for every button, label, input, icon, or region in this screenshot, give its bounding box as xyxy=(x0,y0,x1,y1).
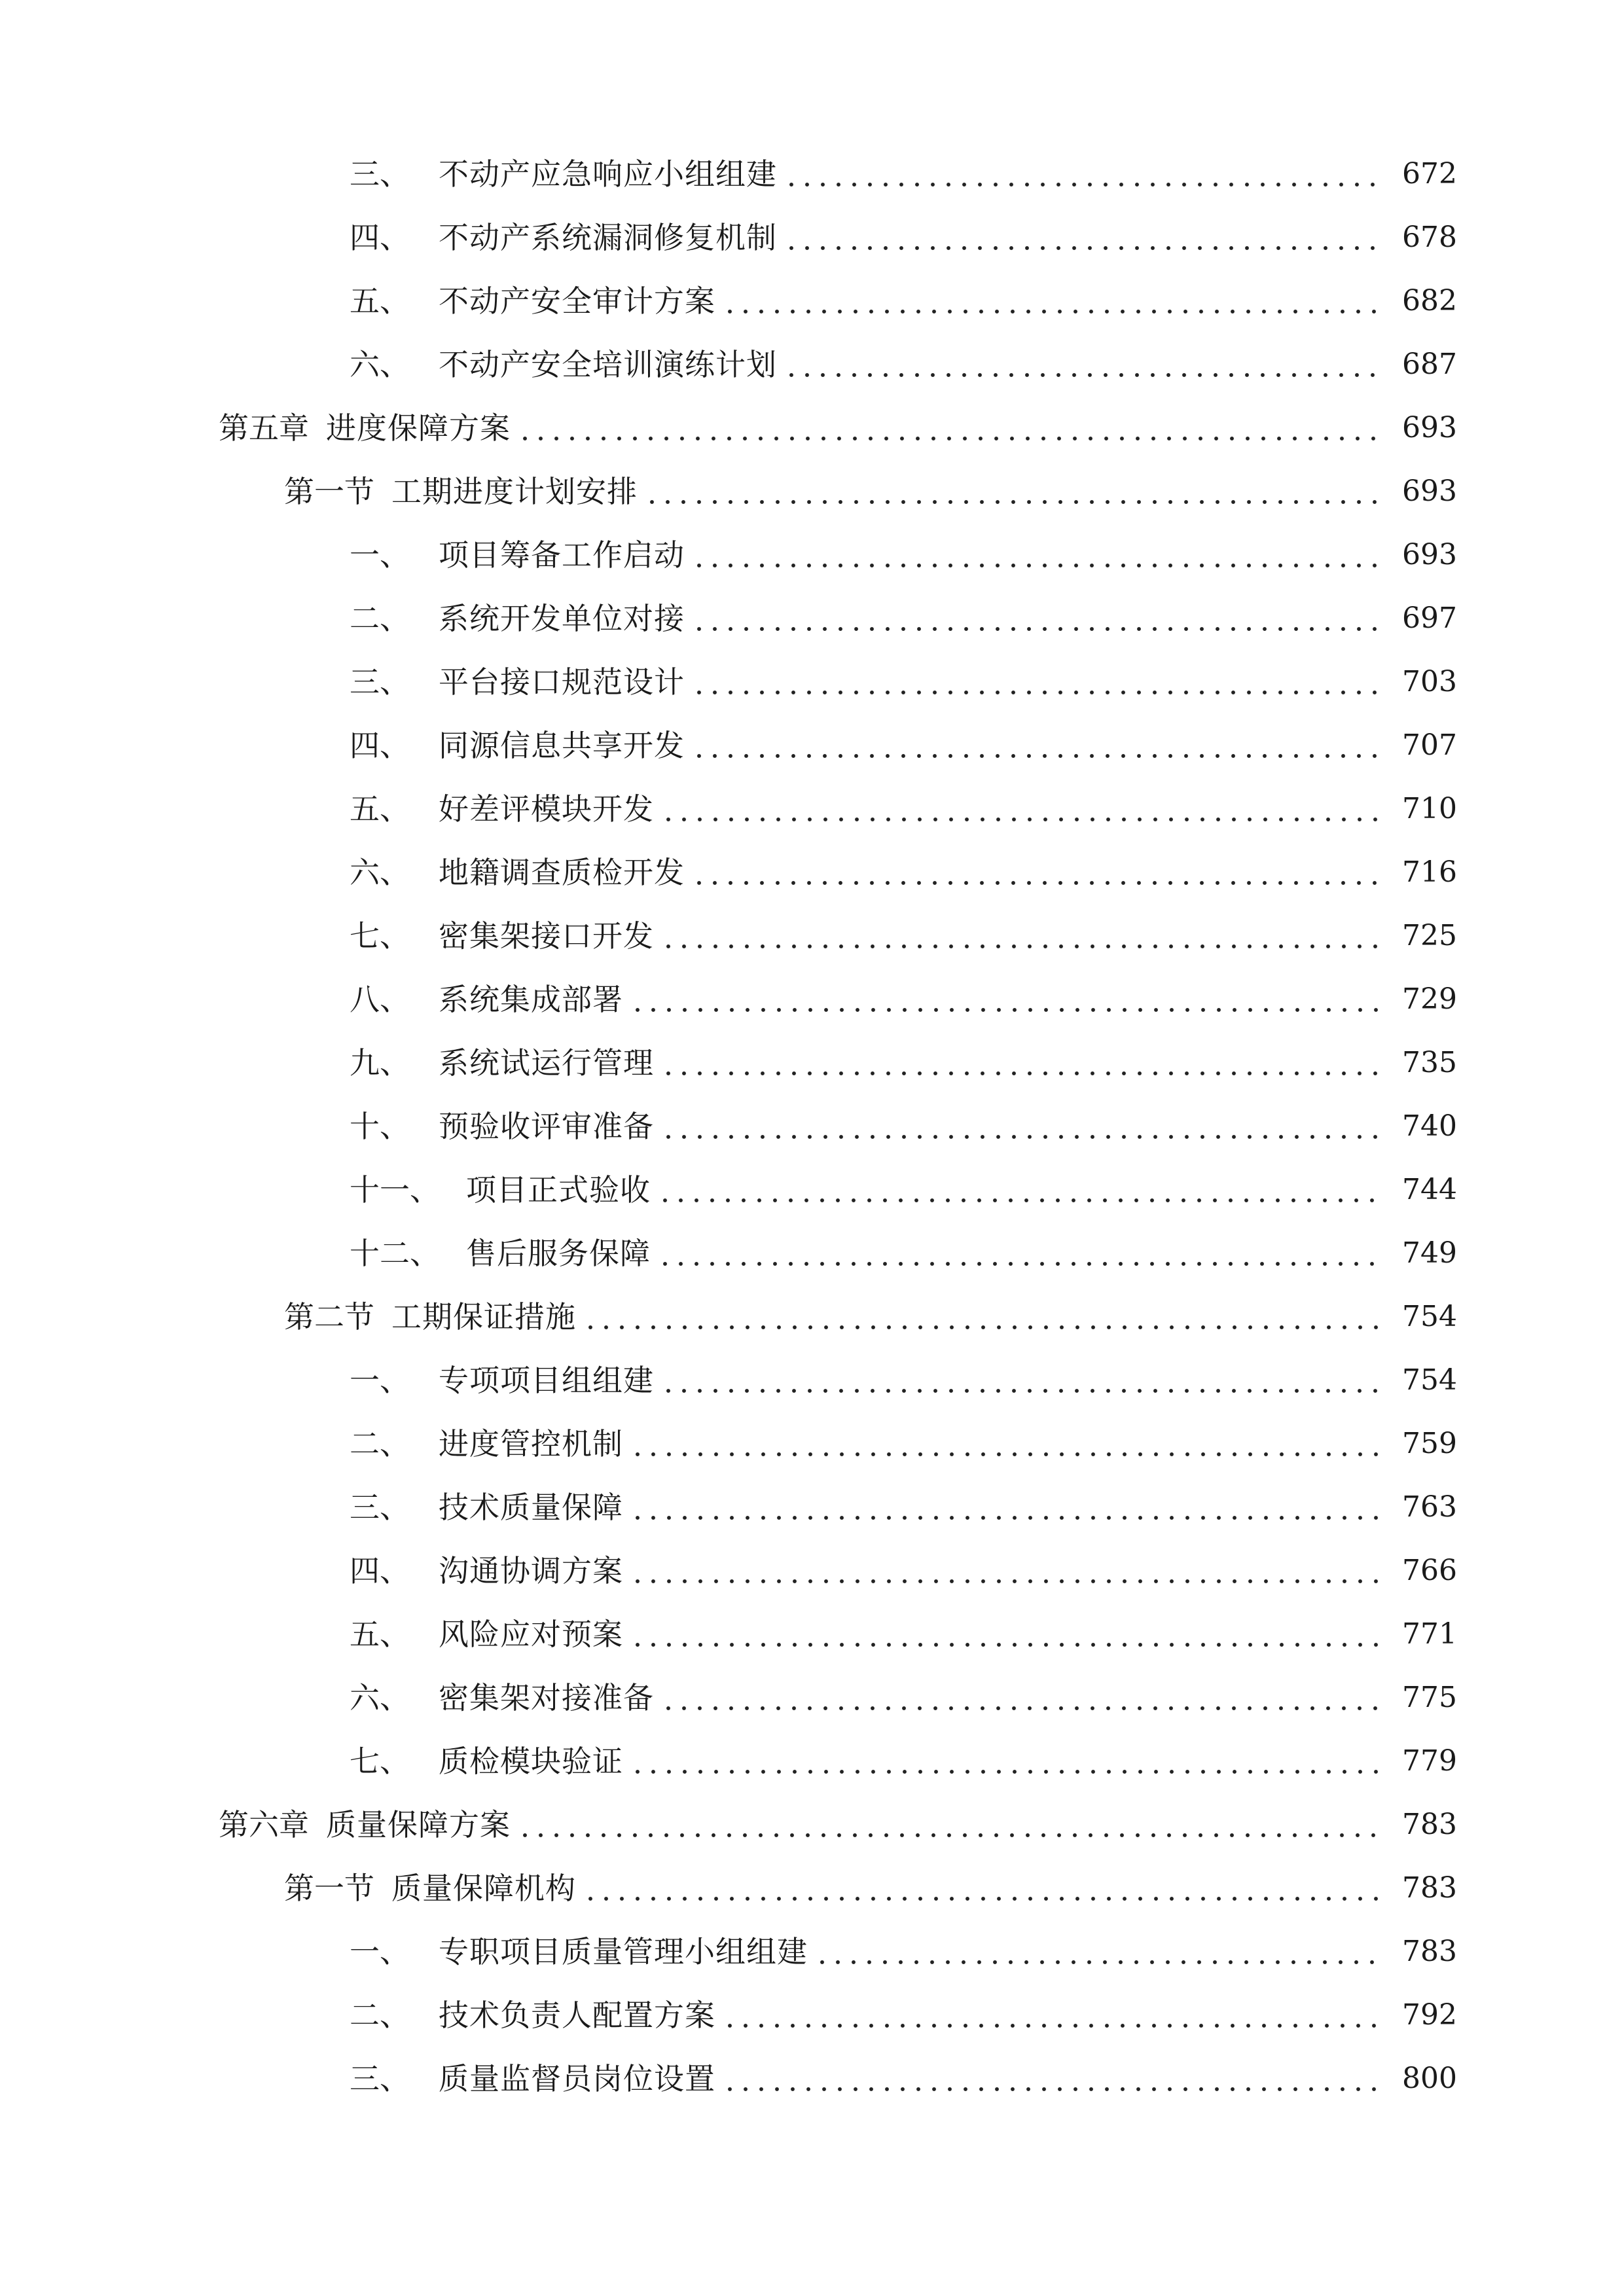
toc-entry-section[interactable] xyxy=(284,472,1457,511)
toc-entry-title: 质量保障机构 xyxy=(391,1871,576,1906)
toc-entry[interactable] xyxy=(350,345,1457,384)
dot-leader xyxy=(630,1551,1380,1590)
toc-entry[interactable] xyxy=(350,1551,1457,1590)
dot-leader xyxy=(583,1297,1380,1336)
toc-entry-number: 三、 xyxy=(350,1490,410,1525)
toc-entry[interactable] xyxy=(350,599,1457,638)
toc-entry-title: 工期保证措施 xyxy=(391,1299,576,1335)
dot-leader xyxy=(660,916,1380,956)
toc-entry[interactable] xyxy=(350,218,1457,257)
toc-entry-number: 二、 xyxy=(350,1998,410,2033)
toc-entry-number: 十二、 xyxy=(350,1236,440,1271)
toc-entry-chapter[interactable] xyxy=(219,408,1457,448)
toc-entry[interactable] xyxy=(350,1932,1457,1971)
toc-entry-number: 九、 xyxy=(350,1045,410,1081)
dot-leader xyxy=(784,218,1380,257)
toc-entry[interactable] xyxy=(350,1488,1457,1527)
toc-entry-title: 预验收评审准备 xyxy=(439,1109,654,1144)
toc-entry-title: 系统开发单位对接 xyxy=(439,601,685,636)
dot-leader xyxy=(630,1488,1380,1527)
dot-leader xyxy=(691,726,1380,765)
toc-entry-page: 678 xyxy=(1402,221,1457,254)
toc-entry-title: 不动产应急响应小组组建 xyxy=(439,156,777,192)
dot-leader xyxy=(722,2059,1380,2098)
toc-entry-number: 五、 xyxy=(350,283,410,319)
toc-entry-page: 771 xyxy=(1402,1617,1457,1651)
toc-entry-page: 783 xyxy=(1402,1808,1457,1841)
toc-entry-page: 800 xyxy=(1402,2062,1457,2095)
toc-entry[interactable] xyxy=(350,1742,1457,1781)
dot-leader xyxy=(630,1615,1380,1654)
dot-leader xyxy=(583,1869,1380,1908)
toc-entry-number: 三、 xyxy=(350,156,410,192)
toc-entry-page: 783 xyxy=(1402,1871,1457,1905)
toc-entry-title: 沟通协调方案 xyxy=(439,1553,623,1588)
dot-leader xyxy=(657,1170,1380,1210)
toc-entry-number: 五、 xyxy=(350,1617,410,1652)
toc-entry-number: 第二节 xyxy=(284,1299,374,1335)
toc-entry-number: 第五章 xyxy=(219,410,309,446)
toc-entry-number: 四、 xyxy=(350,1553,410,1588)
toc-entry-title: 专职项目质量管理小组组建 xyxy=(439,1934,808,1969)
toc-entry-page: 697 xyxy=(1402,601,1457,635)
toc-entry-page: 766 xyxy=(1402,1554,1457,1587)
toc-entry-number: 七、 xyxy=(350,1744,410,1779)
dot-leader xyxy=(657,1234,1380,1273)
toc-entry-page: 703 xyxy=(1402,665,1457,698)
toc-entry-number: 十一、 xyxy=(350,1172,440,1208)
toc-entry-page: 744 xyxy=(1402,1173,1457,1206)
toc-entry-number: 第一节 xyxy=(284,1871,374,1906)
toc-entry[interactable] xyxy=(350,916,1457,956)
toc-entry-page: 693 xyxy=(1402,411,1457,444)
toc-entry-title: 进度管控机制 xyxy=(439,1426,623,1462)
toc-entry-page: 754 xyxy=(1402,1363,1457,1397)
dot-leader xyxy=(660,1678,1380,1717)
toc-entry-title: 地籍调查质检开发 xyxy=(439,855,685,890)
toc-entry-number: 六、 xyxy=(350,1680,410,1715)
toc-entry-title: 不动产系统漏洞修复机制 xyxy=(439,220,777,255)
toc-entry-page: 735 xyxy=(1402,1046,1457,1079)
toc-entry-section[interactable] xyxy=(284,1869,1457,1908)
toc-entry-title: 不动产安全培训演练计划 xyxy=(439,347,777,382)
toc-entry-page: 779 xyxy=(1402,1744,1457,1778)
toc-entry-page: 749 xyxy=(1402,1236,1457,1270)
toc-entry-page: 682 xyxy=(1402,284,1457,317)
toc-entry-number: 八、 xyxy=(350,982,410,1017)
toc-entry-title: 不动产安全审计方案 xyxy=(439,283,715,319)
toc-entry-page: 763 xyxy=(1402,1490,1457,1524)
toc-entry-number: 三、 xyxy=(350,664,410,700)
dot-leader xyxy=(630,1742,1380,1781)
toc-entry-title: 项目正式验收 xyxy=(466,1172,651,1208)
toc-entry[interactable] xyxy=(350,1678,1457,1717)
toc-entry-title: 项目筹备工作启动 xyxy=(439,537,685,573)
toc-entry-number: 一、 xyxy=(350,1934,410,1969)
toc-entry-title: 质量保障方案 xyxy=(326,1807,511,1842)
toc-entry-page: 740 xyxy=(1402,1109,1457,1143)
toc-entry-title: 专项项目组组建 xyxy=(439,1363,654,1398)
dot-leader xyxy=(630,1424,1380,1463)
toc-entry-title: 密集架接口开发 xyxy=(439,918,654,954)
toc-entry-page: 783 xyxy=(1402,1935,1457,1968)
toc-entry[interactable] xyxy=(350,535,1457,575)
toc-entry[interactable] xyxy=(350,980,1457,1019)
toc-entry-title: 密集架对接准备 xyxy=(439,1680,654,1715)
dot-leader xyxy=(644,472,1380,511)
toc-entry-number: 一、 xyxy=(350,537,410,573)
toc-entry-title: 技术质量保障 xyxy=(439,1490,623,1525)
toc-entry-number: 三、 xyxy=(350,2061,410,2096)
dot-leader xyxy=(517,408,1380,448)
toc-entry[interactable] xyxy=(350,1361,1457,1400)
toc-entry-page: 775 xyxy=(1402,1681,1457,1714)
toc-entry-title: 进度保障方案 xyxy=(326,410,511,446)
toc-entry-title: 系统试运行管理 xyxy=(439,1045,654,1081)
toc-entry-number: 二、 xyxy=(350,601,410,636)
dot-leader xyxy=(630,980,1380,1019)
toc-entry[interactable] xyxy=(350,1424,1457,1463)
toc-entry-page: 725 xyxy=(1402,919,1457,952)
dot-leader xyxy=(660,1361,1380,1400)
toc-entry-title: 技术负责人配置方案 xyxy=(439,1998,715,2033)
toc-entry-number: 四、 xyxy=(350,220,410,255)
toc-entry-page: 792 xyxy=(1402,1998,1457,2032)
dot-leader xyxy=(691,662,1380,702)
dot-leader xyxy=(517,1805,1380,1844)
toc-entry[interactable] xyxy=(350,1996,1457,2035)
toc-entry-number: 第六章 xyxy=(219,1807,309,1842)
dot-leader xyxy=(691,535,1380,575)
toc-entry-page: 687 xyxy=(1402,348,1457,381)
toc-entry[interactable] xyxy=(350,853,1457,892)
dot-leader xyxy=(660,1043,1380,1083)
toc-entry-title: 质量监督员岗位设置 xyxy=(439,2061,715,2096)
toc-entry-page: 710 xyxy=(1402,792,1457,825)
toc-entry-page: 716 xyxy=(1402,855,1457,889)
toc-entry-page: 759 xyxy=(1402,1427,1457,1460)
toc-entry-title: 好差评模块开发 xyxy=(439,791,654,827)
toc-entry[interactable] xyxy=(350,1615,1457,1654)
toc-entry-page: 693 xyxy=(1402,475,1457,508)
toc-entry[interactable] xyxy=(350,1234,1457,1273)
toc-entry-number: 第一节 xyxy=(284,474,374,509)
toc-entry-page: 693 xyxy=(1402,538,1457,571)
toc-entry[interactable] xyxy=(350,662,1457,702)
dot-leader xyxy=(722,281,1380,321)
toc-entry[interactable] xyxy=(350,789,1457,829)
dot-leader xyxy=(691,853,1380,892)
toc-entry-number: 七、 xyxy=(350,918,410,954)
toc-entry-number: 五、 xyxy=(350,791,410,827)
toc-entry-title: 质检模块验证 xyxy=(439,1744,623,1779)
toc-entry-section[interactable] xyxy=(284,1297,1457,1336)
toc-entry-page: 672 xyxy=(1402,157,1457,190)
toc-entry[interactable] xyxy=(350,1170,1457,1210)
toc-entry-number: 四、 xyxy=(350,728,410,763)
toc-entry[interactable] xyxy=(350,2059,1457,2098)
toc-entry-title: 系统集成部署 xyxy=(439,982,623,1017)
toc-entry-page: 707 xyxy=(1402,728,1457,762)
dot-leader xyxy=(814,1932,1380,1971)
dot-leader xyxy=(660,789,1380,829)
toc-entry[interactable] xyxy=(350,726,1457,765)
toc-entry-page: 729 xyxy=(1402,982,1457,1016)
toc-entry-title: 同源信息共享开发 xyxy=(439,728,685,763)
dot-leader xyxy=(784,154,1380,194)
toc-entry-title: 平台接口规范设计 xyxy=(439,664,685,700)
toc-entry[interactable] xyxy=(350,1107,1457,1146)
toc-entry[interactable] xyxy=(350,1043,1457,1083)
toc-entry-chapter[interactable] xyxy=(219,1805,1457,1844)
toc-entry-number: 六、 xyxy=(350,347,410,382)
toc-entry-number: 二、 xyxy=(350,1426,410,1462)
toc-entry-number: 六、 xyxy=(350,855,410,890)
toc-entry-number: 十、 xyxy=(350,1109,410,1144)
dot-leader xyxy=(722,1996,1380,2035)
toc-entry-number: 一、 xyxy=(350,1363,410,1398)
dot-leader xyxy=(691,599,1380,638)
dot-leader xyxy=(660,1107,1380,1146)
toc-entry-title: 售后服务保障 xyxy=(466,1236,651,1271)
toc-entry-title: 工期进度计划安排 xyxy=(391,474,638,509)
toc-entry-page: 754 xyxy=(1402,1300,1457,1333)
toc-entry-title: 风险应对预案 xyxy=(439,1617,623,1652)
toc-entry[interactable] xyxy=(350,154,1457,194)
toc-entry[interactable] xyxy=(350,281,1457,321)
dot-leader xyxy=(784,345,1380,384)
